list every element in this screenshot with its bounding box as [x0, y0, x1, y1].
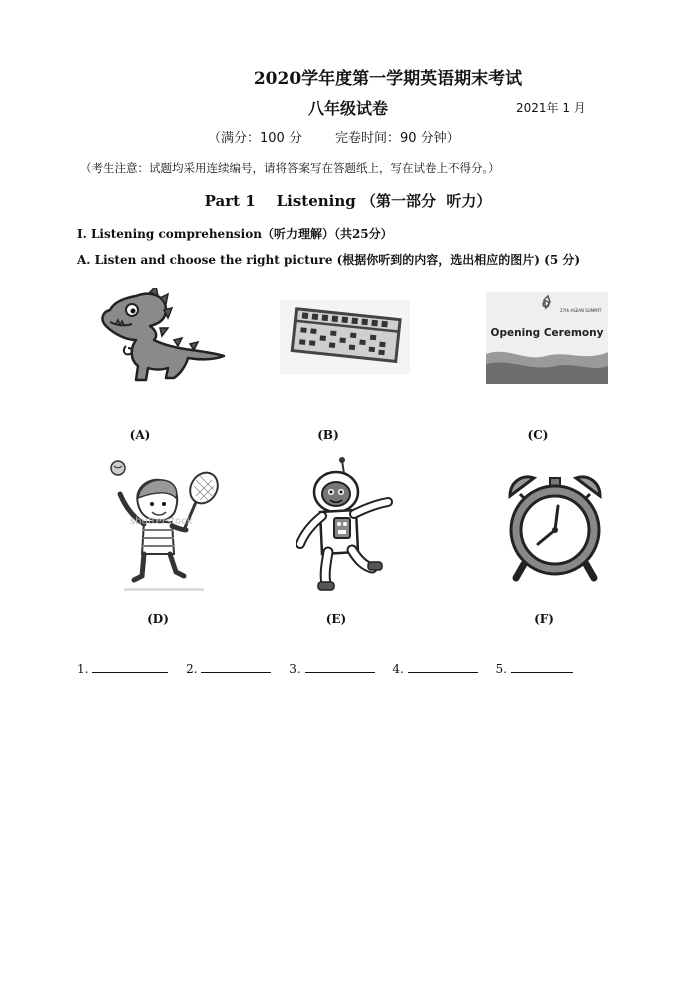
answer-item [186, 660, 285, 676]
subsection-title: A. Listen and choose the right picture (根据你听到的内容，选出相应的图片) (5 分) [77, 253, 581, 267]
banner-small-text: 27th ASEAN SUMMIT [560, 308, 602, 313]
part-title: Part 1 Listening （第一部分 听力） [204, 192, 492, 210]
exam-date: 2021年 1 月 [516, 101, 586, 115]
exam-subtitle: 八年级试卷 [308, 99, 389, 118]
watermark-text: shutterstock [130, 516, 193, 527]
picture-label-c: (C) [527, 428, 549, 442]
section-title: I. Listening comprehension（听力理解）（共25分） [77, 227, 393, 241]
answer-item [77, 660, 182, 676]
answer-blank[interactable] [305, 660, 375, 673]
picture-label-b: (B) [317, 428, 339, 442]
tennis-boy-icon [104, 458, 222, 598]
answer-item [289, 660, 388, 676]
picture-label-f: (F) [534, 612, 554, 626]
answer-number: 5. [495, 662, 507, 676]
answer-blank[interactable] [201, 660, 271, 673]
answer-blank[interactable] [92, 660, 168, 673]
abacus-icon [280, 300, 410, 374]
banner-title: Opening Ceremony [490, 327, 604, 339]
exam-title: 2020学年度第一学期英语期末考试 [253, 69, 523, 89]
astronaut-icon [296, 456, 396, 596]
exam-notice: （考生注意：试题均采用连续编号，请将答案写在答题纸上，写在试卷上不得分。） [80, 161, 500, 175]
score-time-line: （满分：100 分 完卷时间：90 分钟） [208, 131, 460, 146]
dinosaur-icon [96, 288, 228, 386]
answer-blanks [77, 660, 587, 676]
answer-item [392, 660, 491, 676]
answer-number: 3. [289, 662, 301, 676]
alarm-clock-icon [500, 468, 610, 588]
answer-number: 2. [186, 662, 198, 676]
answer-item [495, 660, 586, 676]
picture-label-d: (D) [147, 612, 169, 626]
picture-label-a: (A) [129, 428, 151, 442]
answer-blank[interactable] [408, 660, 478, 673]
answer-number: 4. [392, 662, 404, 676]
opening-ceremony-banner [486, 292, 608, 384]
answer-blank[interactable] [511, 660, 573, 673]
answer-number: 1. [77, 662, 89, 676]
picture-label-e: (E) [325, 612, 347, 626]
